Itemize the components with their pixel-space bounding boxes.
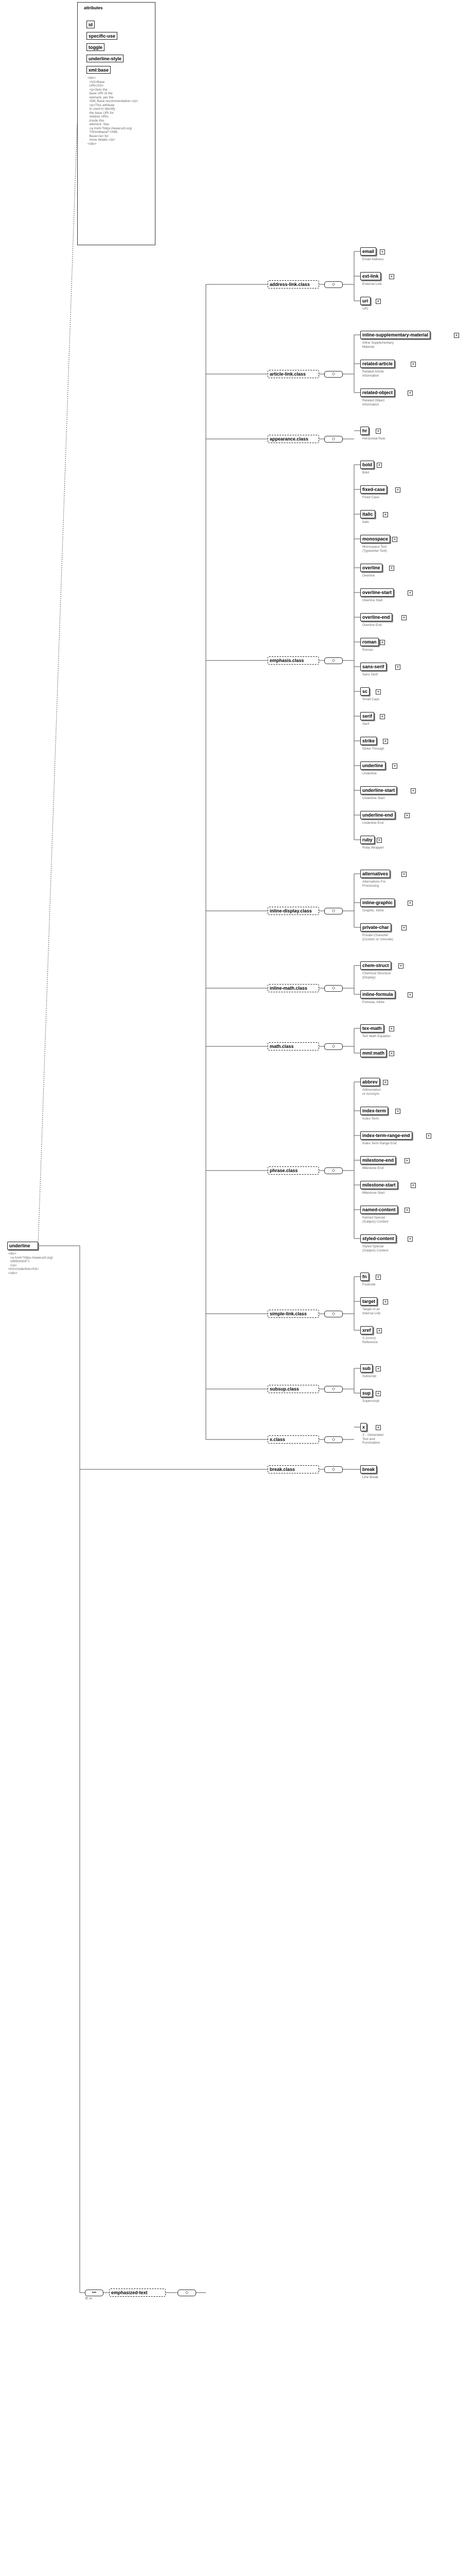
- item-strike-expand: +: [383, 739, 388, 744]
- group-address-link.class: address-link.class: [268, 280, 319, 289]
- item-sans-serif-expand: +: [395, 665, 400, 670]
- attribute-specific-use: specific-use: [86, 32, 117, 40]
- attribute-id: id: [86, 21, 95, 28]
- item-italic-expand: +: [383, 512, 388, 517]
- item-sc: sc: [360, 687, 370, 696]
- item-inline-formula-expand: +: [408, 992, 413, 997]
- item-email: email: [360, 247, 376, 256]
- item-overline-end-doc: Overline End: [362, 623, 382, 627]
- item-tex-math-expand: +: [389, 1026, 394, 1031]
- item-styled-content-doc: Styled Special (Subject) Content: [362, 1245, 389, 1252]
- item-fixed-case-expand: +: [395, 487, 400, 493]
- item-abbrev: abbrev: [360, 1078, 380, 1086]
- item-sub-doc: Subscript: [362, 1375, 377, 1378]
- item-chem-struct-expand: +: [398, 963, 403, 969]
- item-named-content-doc: Named Special (Subject) Content: [362, 1216, 389, 1224]
- group-phrase.class: phrase.class: [268, 1166, 319, 1175]
- item-italic-doc: Italic: [362, 520, 370, 524]
- item-overline-start-expand: +: [408, 590, 413, 596]
- item-mml:math: mml:math: [360, 1049, 387, 1057]
- attributes-title: attributes: [82, 4, 113, 11]
- item-monospace: monospace: [360, 535, 390, 543]
- item-abbrev-expand: +: [383, 1080, 388, 1085]
- item-x-expand: +: [376, 1425, 381, 1430]
- item-sup-doc: Superscript: [362, 1399, 379, 1403]
- group-emphasis.class: emphasis.class: [268, 656, 319, 665]
- item-inline-supplementary-material-expand: +: [454, 333, 459, 338]
- item-strike: strike: [360, 737, 377, 745]
- group-inline-math.class: inline-math.class: [268, 984, 319, 992]
- item-private-char: private-char: [360, 923, 391, 931]
- group-x.class-choice: ◇: [324, 1436, 343, 1443]
- item-private-char-expand: +: [401, 925, 407, 930]
- item-xref-expand: +: [377, 1328, 382, 1333]
- item-chem-struct-doc: Chemical Structure (Display): [362, 972, 391, 979]
- item-alternatives: alternatives: [360, 870, 390, 878]
- item-styled-content-expand: +: [408, 1236, 413, 1242]
- item-milestone-start-doc: Milestone Start: [362, 1191, 385, 1195]
- item-email-doc: Email Address: [362, 258, 384, 261]
- item-fn-doc: Footnote: [362, 1283, 376, 1286]
- item-related-object-expand: +: [408, 391, 413, 396]
- group-inline-display.class-choice: ◇: [324, 908, 343, 914]
- group-break.class: break.class: [268, 1465, 319, 1473]
- item-hr-doc: Horizontal Rule: [362, 437, 385, 440]
- item-strike-doc: Strike Through: [362, 747, 384, 751]
- item-bold: bold: [360, 461, 374, 469]
- item-ext-link-doc: External Link: [362, 282, 382, 286]
- group-inline-display.class: inline-display.class: [268, 907, 319, 915]
- group-article-link.class: article-link.class: [268, 370, 319, 378]
- item-underline-start: underline-start: [360, 786, 397, 794]
- item-milestone-end-expand: +: [405, 1158, 410, 1163]
- item-uri-doc: URI: [362, 307, 368, 311]
- item-index-term: index-term: [360, 1107, 388, 1115]
- item-milestone-start: milestone-start: [360, 1181, 398, 1189]
- item-ext-link: ext-link: [360, 272, 381, 280]
- item-overline-start: overline-start: [360, 588, 394, 597]
- attribute-xml-base-doc: <div> <h3>Base URI</h3> <p>Sets the base URI of the element, per the XML Base recommendation.</p> <p>This attribute is used to identify the base URI for relative URIs inside this element. See <a href="https://www.w3.org/ TR/xmlbase/">XML Base</a> for more details.</p> </div>: [87, 76, 138, 146]
- item-related-object-doc: Related Object Information: [362, 399, 384, 406]
- item-inline-supplementary-material-doc: Inline Supplementary Material: [362, 341, 394, 349]
- item-xref: xref: [360, 1326, 373, 1334]
- item-overline: overline: [360, 564, 382, 572]
- item-sc-doc: Small Caps: [362, 698, 380, 701]
- item-inline-supplementary-material: inline-supplementary-material: [360, 331, 430, 339]
- item-inline-formula-doc: Formula, Inline: [362, 1001, 384, 1004]
- attribute-underline-style: underline-style: [86, 55, 124, 62]
- group-emphasis.class-choice: ◇: [324, 657, 343, 664]
- item-break: break: [360, 1465, 377, 1473]
- sequence-connector: •••: [85, 2290, 103, 2296]
- item-fn: fn: [360, 1273, 369, 1281]
- item-related-article-doc: Related Article Information: [362, 370, 384, 378]
- item-alternatives-doc: Alternatives For Processing: [362, 880, 386, 888]
- item-serif-expand: +: [380, 714, 385, 719]
- item-uri-expand: +: [376, 299, 381, 304]
- item-underline: underline: [360, 761, 385, 770]
- item-index-term-range-end-doc: Index Term Range End: [362, 1142, 397, 1145]
- group-simple-link.class-choice: ◇: [324, 1311, 343, 1317]
- group-article-link.class-choice: ◇: [324, 371, 343, 378]
- item-email-expand: +: [380, 249, 385, 255]
- item-underline-expand: +: [392, 764, 397, 769]
- item-target: target: [360, 1297, 377, 1306]
- item-target-doc: Target of an Internal Link: [362, 1308, 381, 1315]
- item-index-term-range-end-expand: +: [426, 1133, 431, 1139]
- item-break-doc: Line Break: [362, 1476, 379, 1479]
- item-xref-doc: X (cross) Reference: [362, 1336, 378, 1344]
- item-alternatives-expand: +: [401, 872, 407, 877]
- item-serif-doc: Serif: [362, 722, 370, 726]
- item-styled-content: styled-content: [360, 1234, 396, 1243]
- item-inline-graphic-expand: +: [408, 901, 413, 906]
- item-fixed-case-doc: Fixed Case: [362, 496, 379, 499]
- item-underline-end-expand: +: [405, 813, 410, 818]
- choice-connector: ◇: [178, 2290, 196, 2296]
- item-index-term-expand: +: [395, 1109, 400, 1114]
- group-math.class: math.class: [268, 1042, 319, 1050]
- item-underline-doc: Underline: [362, 772, 377, 775]
- item-sub: sub: [360, 1364, 373, 1372]
- item-overline-end-expand: +: [401, 615, 407, 620]
- group-simple-link.class: simple-link.class: [268, 1310, 319, 1318]
- item-ext-link-expand: +: [389, 274, 394, 279]
- item-hr-expand: +: [376, 429, 381, 434]
- item-underline-start-expand: +: [411, 788, 416, 793]
- item-roman-expand: +: [380, 640, 385, 645]
- item-named-content-expand: +: [405, 1208, 410, 1213]
- item-abbrev-doc: Abbreviation or Acronym: [362, 1088, 381, 1096]
- item-sub-expand: +: [376, 1366, 381, 1371]
- group-subsup.class-choice: ◇: [324, 1386, 343, 1393]
- item-related-article: related-article: [360, 360, 395, 368]
- item-inline-graphic-doc: Graphic, Inline: [362, 909, 384, 912]
- item-sans-serif-doc: Sans Serif: [362, 673, 378, 676]
- item-x-doc: X - Generated Text and Punctuation: [362, 1433, 383, 1445]
- item-tex-math: tex-math: [360, 1024, 384, 1032]
- group-math.class-choice: ◇: [324, 1043, 343, 1050]
- group-inline-math.class-choice: ◇: [324, 985, 343, 992]
- item-fn-expand: +: [376, 1275, 381, 1280]
- item-underline-start-doc: Underline Start: [362, 796, 385, 800]
- group-appearance.class-choice: ◇: [324, 436, 343, 443]
- item-related-object: related-object: [360, 388, 395, 397]
- root-element-doc: <div> <a href="https://www.w3.org/ 1999/xhtml"> </a> <h3>Underline</h3> </div>: [8, 1252, 53, 1275]
- group-phrase.class-choice: ◇: [324, 1167, 343, 1174]
- item-milestone-end-doc: Milestone End: [362, 1166, 384, 1170]
- item-underline-end: underline-end: [360, 811, 395, 819]
- group-address-link.class-choice: ◇: [324, 281, 343, 288]
- item-roman-doc: Roman: [362, 648, 373, 652]
- item-index-term-range-end: index-term-range-end: [360, 1131, 412, 1140]
- root-element: underline: [7, 1242, 38, 1250]
- item-index-term-doc: Index Term: [362, 1117, 379, 1121]
- group-appearance.class: appearance.class: [268, 435, 319, 443]
- item-monospace-doc: Monospace Text (Typewriter Text): [362, 545, 387, 553]
- group-subsup.class: subsup.class: [268, 1385, 319, 1393]
- item-overline-expand: +: [389, 566, 394, 571]
- item-bold-doc: Bold: [362, 471, 370, 474]
- item-hr: hr: [360, 427, 369, 435]
- item-ruby: ruby: [360, 836, 375, 844]
- item-inline-formula: inline-formula: [360, 990, 395, 998]
- choice-group-emphasized-text: emphasized-text: [109, 2289, 166, 2297]
- item-bold-expand: +: [377, 463, 382, 468]
- item-overline-doc: Overline: [362, 574, 375, 578]
- item-milestone-end: milestone-end: [360, 1156, 396, 1164]
- item-sup: sup: [360, 1389, 373, 1397]
- item-uri: uri: [360, 297, 371, 305]
- item-serif: serif: [360, 712, 374, 720]
- item-ruby-doc: Ruby Wrapper: [362, 846, 384, 850]
- item-monospace-expand: +: [392, 537, 397, 542]
- item-target-expand: +: [383, 1299, 388, 1304]
- item-sc-expand: +: [376, 689, 381, 694]
- item-overline-end: overline-end: [360, 613, 392, 621]
- item-ruby-expand: +: [377, 838, 382, 843]
- item-named-content: named-content: [360, 1206, 398, 1214]
- item-underline-end-doc: Underline End: [362, 821, 384, 825]
- item-overline-start-doc: Overline Start: [362, 599, 383, 602]
- item-sup-expand: +: [376, 1391, 381, 1396]
- item-x: x: [360, 1423, 367, 1431]
- attribute-toggle: toggle: [86, 43, 104, 51]
- group-break-choice: ◇: [324, 1466, 343, 1473]
- item-inline-graphic: inline-graphic: [360, 899, 395, 907]
- sequence-occurrence: 0..∞: [85, 2297, 92, 2300]
- item-italic: italic: [360, 510, 375, 518]
- item-related-article-expand: +: [411, 362, 416, 367]
- item-milestone-start-expand: +: [411, 1183, 416, 1188]
- item-fixed-case: fixed-case: [360, 485, 387, 494]
- item-mml:math-expand: +: [389, 1051, 394, 1056]
- item-sans-serif: sans-serif: [360, 663, 387, 671]
- item-roman: roman: [360, 638, 379, 646]
- item-chem-struct: chem-struct: [360, 961, 391, 970]
- item-private-char-doc: Private Character (Custom or Unicode): [362, 934, 393, 941]
- item-tex-math-doc: TeX Math Equation: [362, 1035, 391, 1038]
- attribute-xml-base: xml:base: [86, 66, 111, 74]
- group-x.class: x.class: [268, 1435, 319, 1444]
